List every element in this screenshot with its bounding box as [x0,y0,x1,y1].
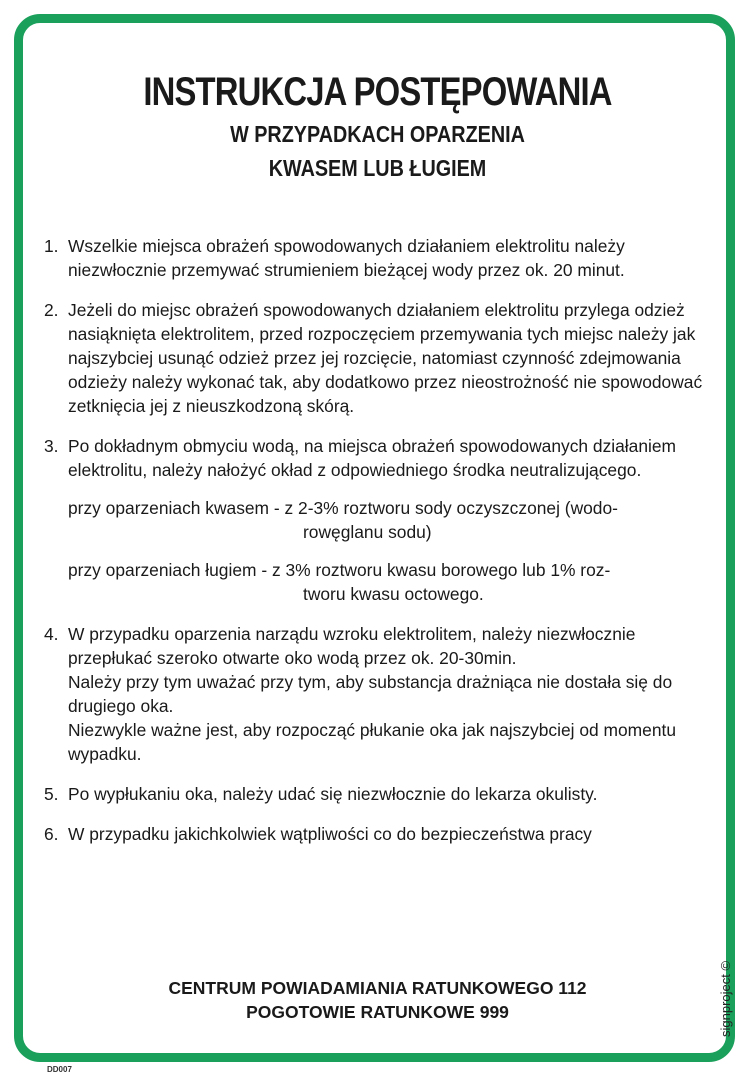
sign-title: INSTRUKCJA POSTĘPOWANIA [143,70,612,114]
sign-subtitle-line-2: KWASEM LUB ŁUGIEM [268,155,487,181]
item-number: 4. [44,624,59,644]
item-text: Wszelkie miejsca obrażeń spowodowanych działaniem elektrolitu należy niezwłocznie przemywać strumieniem bieżącej wody przez ok. 20 minut. [68,236,625,280]
item-number: 3. [44,436,59,456]
lye-burn-treatment [68,558,724,606]
instruction-item-6 [44,822,724,846]
lye-burn-line-1: przy oparzeniach ługiem - z 3% roztworu kwasu borowego lub 1% roz- [68,560,611,580]
instruction-list [44,234,724,862]
instruction-item-1 [44,234,724,282]
instruction-item-5 [44,782,724,806]
item-text: Jeżeli do miejsc obrażeń spowodowanych działaniem elektrolitu przylega odzież nasiąknięta elektrolitem, przed rozpoczęciem przemywania tych miejsc należy jak najszybciej usunąć odzież przez jej rozcięcie, natomiast czynność zdejmowania odzieży należy wykonać tak, aby dodatkowo przez nieostrożność nie spowodować zetknięcia jej z nieuszkodzoną skórą. [68,300,703,416]
item-text: Po dokładnym obmyciu wodą, na miejsca obrażeń spowodowanych działaniem elektrolitu, należy nałożyć okład z odpowiedniego środka neutralizującego. [68,436,677,480]
item-number: 5. [44,784,59,804]
item-note: Niezwykle ważne jest, aby rozpocząć płukanie oka jak najszybciej od momentu wypadku. [68,720,677,764]
item-note: Należy przy tym uważać przy tym, aby substancja drażniąca nie dostała się do drugiego oka. [68,672,673,716]
instruction-item-2 [44,298,724,418]
item-text: W przypadku jakichkolwiek wątpliwości co do bezpieczeństwa pracy [68,824,592,844]
ambulance-line: POGOTOWIE RATUNKOWE 999 [246,1002,509,1022]
acid-burn-line-1: przy oparzeniach kwasem - z 2-3% roztworu sody oczyszczonej (wodo- [68,498,618,518]
item-number: 2. [44,300,59,320]
brand-mark: signproject © [718,960,733,1037]
sign-subtitle-line-1: W PRZYPADKACH OPARZENIA [230,121,525,147]
item-text: Po wypłukaniu oka, należy udać się niezwłocznie do lekarza okulisty. [68,784,598,804]
item-number: 6. [44,824,59,844]
item-number: 1. [44,236,59,256]
instruction-item-4 [44,622,724,766]
lye-burn-line-2: tworu kwasu octowego. [303,584,484,604]
acid-burn-treatment [68,496,724,544]
instruction-item-3 [44,434,724,606]
acid-burn-line-2: rowęglanu sodu) [303,522,432,542]
item-text: W przypadku oparzenia narządu wzroku elektrolitem, należy niezwłocznie przepłukać szeroko otwarte oko wodą przez ok. 20-30min. [68,624,636,668]
product-code: DD007 [47,1065,72,1074]
emergency-center-line: CENTRUM POWIADAMIANIA RATUNKOWEGO 112 [168,978,587,998]
